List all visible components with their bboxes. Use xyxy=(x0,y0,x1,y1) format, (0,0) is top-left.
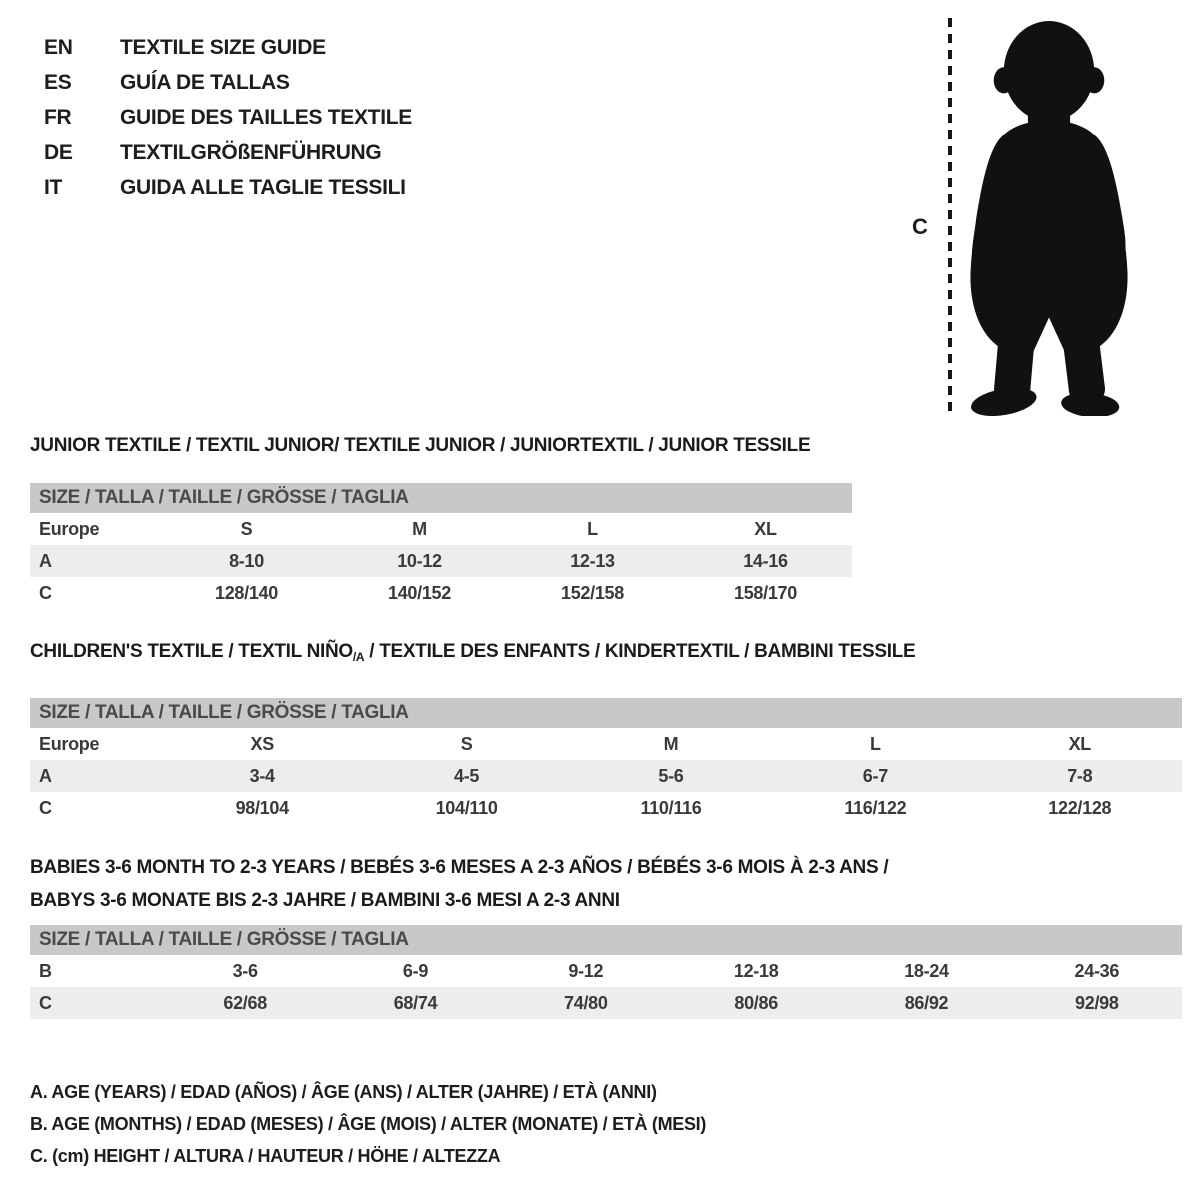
height-value: 86/92 xyxy=(841,987,1011,1019)
height-value: 68/74 xyxy=(330,987,500,1019)
children-textile-section xyxy=(30,641,1182,824)
months-value: 6-9 xyxy=(402,960,429,981)
height-value: 74/80 xyxy=(501,987,671,1019)
height-value: 92/98 xyxy=(1012,987,1182,1019)
height-value: 80/86 xyxy=(671,987,841,1019)
age-value: 3-4 xyxy=(160,760,364,792)
children-section-title xyxy=(30,641,1182,668)
height-value: 98/104 xyxy=(235,797,289,818)
height-value: 116/122 xyxy=(844,797,907,818)
toddler-silhouette-icon xyxy=(963,14,1135,416)
junior-section-title: JUNIOR TEXTILE / TEXTIL JUNIOR/ TEXTILE JUNIOR / JUNIORTEXTIL / JUNIOR TESSILE xyxy=(30,435,811,456)
language-code: ES xyxy=(44,71,72,94)
months-value: 3-6 xyxy=(232,960,258,981)
row-label-c: C xyxy=(30,987,160,1019)
row-label-c: C xyxy=(39,582,52,603)
language-row-es xyxy=(44,65,412,100)
months-value: 24-36 xyxy=(1074,960,1120,981)
size-column-l: L xyxy=(870,733,881,754)
guide-title-it: GUIDA ALLE TAGLIE TESSILI xyxy=(120,176,406,199)
size-column-xs: XS xyxy=(250,733,274,754)
age-value: 14-16 xyxy=(679,545,852,577)
age-value: 4-5 xyxy=(364,760,568,792)
size-column-xl: XL xyxy=(754,518,777,539)
guide-title-es: GUÍA DE TALLAS xyxy=(120,71,290,94)
junior-columns-row xyxy=(30,513,852,545)
children-size-table xyxy=(30,728,1182,824)
language-code: FR xyxy=(44,106,72,129)
region-label: Europe xyxy=(39,733,100,754)
age-value: 6-7 xyxy=(773,760,977,792)
legend-line-b: B. AGE (MONTHS) / EDAD (MESES) / ÂGE (MOIS) / ALTER (MONATE) / ETÀ (MESI) xyxy=(30,1114,707,1134)
size-column-l: L xyxy=(587,518,598,539)
babies-section-title xyxy=(30,851,1182,917)
babies-size-table xyxy=(30,955,1182,1019)
junior-height-row xyxy=(30,577,852,609)
junior-size-header-bar: SIZE / TALLA / TAILLE / GRÖSSE / TAGLIA xyxy=(30,483,852,513)
children-title-prefix: CHILDREN'S TEXTILE / TEXTIL NIÑO xyxy=(30,641,353,662)
children-age-row xyxy=(30,760,1182,792)
height-value: 158/170 xyxy=(734,582,797,603)
height-value: 128/140 xyxy=(215,582,278,603)
legend-line-a: A. AGE (YEARS) / EDAD (AÑOS) / ÂGE (ANS) / ALTER (JAHRE) / ETÀ (ANNI) xyxy=(30,1082,657,1102)
babies-title-line2: BABYS 3-6 MONATE BIS 2-3 JAHRE / BAMBINI 3-6 MESI A 2-3 ANNI xyxy=(30,890,620,911)
children-height-row xyxy=(30,792,1182,824)
height-value: 62/68 xyxy=(160,987,330,1019)
months-value: 18-24 xyxy=(904,960,949,981)
height-value: 152/158 xyxy=(561,582,624,603)
height-value: 122/128 xyxy=(1048,797,1112,818)
guide-title-de: TEXTILGRÖßENFÜHRUNG xyxy=(120,141,382,164)
children-columns-row xyxy=(30,728,1182,760)
babies-height-row xyxy=(30,987,1182,1019)
language-row-it xyxy=(44,170,412,205)
age-value: 5-6 xyxy=(569,760,773,792)
height-measure-dashed-line xyxy=(948,18,952,416)
language-code: IT xyxy=(44,176,63,199)
age-value: 12-13 xyxy=(506,545,679,577)
language-row-de xyxy=(44,135,412,170)
row-label-b: B xyxy=(39,960,52,981)
height-measure-label: C xyxy=(912,214,928,239)
language-code: EN xyxy=(44,36,73,59)
junior-textile-section xyxy=(30,435,852,609)
height-value: 104/110 xyxy=(435,797,498,818)
row-label-c: C xyxy=(39,797,52,818)
region-label: Europe xyxy=(39,518,100,539)
guide-title-en: TEXTILE SIZE GUIDE xyxy=(120,36,326,59)
junior-age-row xyxy=(30,545,852,577)
language-row-en xyxy=(44,30,412,65)
age-value: 8-10 xyxy=(160,545,333,577)
children-title-suffix: / TEXTILE DES ENFANTS / KINDERTEXTIL / BAMBINI TESSILE xyxy=(364,641,916,662)
size-column-m: M xyxy=(663,733,679,754)
legend-line-c: C. (cm) HEIGHT / ALTURA / HAUTEUR / HÖHE / ALTEZZA xyxy=(30,1146,501,1166)
guide-title-fr: GUIDE DES TAILLES TEXTILE xyxy=(120,106,412,129)
age-value: 10-12 xyxy=(333,545,506,577)
age-value: 7-8 xyxy=(978,760,1182,792)
babies-months-row xyxy=(30,955,1182,987)
language-row-fr xyxy=(44,100,412,135)
size-column-s: S xyxy=(460,733,473,754)
height-value: 110/116 xyxy=(640,797,702,818)
language-code: DE xyxy=(44,141,73,164)
babies-title-line1: BABIES 3-6 MONTH TO 2-3 YEARS / BEBÉS 3-6 MESES A 2-3 AÑOS / BÉBÉS 3-6 MOIS À 2-3 ANS / xyxy=(30,857,889,878)
children-size-header-bar: SIZE / TALLA / TAILLE / GRÖSSE / TAGLIA xyxy=(30,698,1182,728)
babies-size-header-bar: SIZE / TALLA / TAILLE / GRÖSSE / TAGLIA xyxy=(30,925,1182,955)
size-column-xl: XL xyxy=(1068,733,1091,754)
size-column-s: S xyxy=(240,518,253,539)
size-column-m: M xyxy=(412,518,427,539)
language-guide-list xyxy=(44,30,412,205)
babies-textile-section xyxy=(30,851,1182,1019)
junior-size-table xyxy=(30,513,852,609)
row-label-a: A xyxy=(30,545,160,577)
months-value: 12-18 xyxy=(733,960,779,981)
months-value: 9-12 xyxy=(568,960,604,981)
row-label-a: A xyxy=(30,760,160,792)
legend xyxy=(30,1076,706,1172)
height-value: 140/152 xyxy=(388,582,451,603)
children-title-subscript: /A xyxy=(352,650,365,664)
